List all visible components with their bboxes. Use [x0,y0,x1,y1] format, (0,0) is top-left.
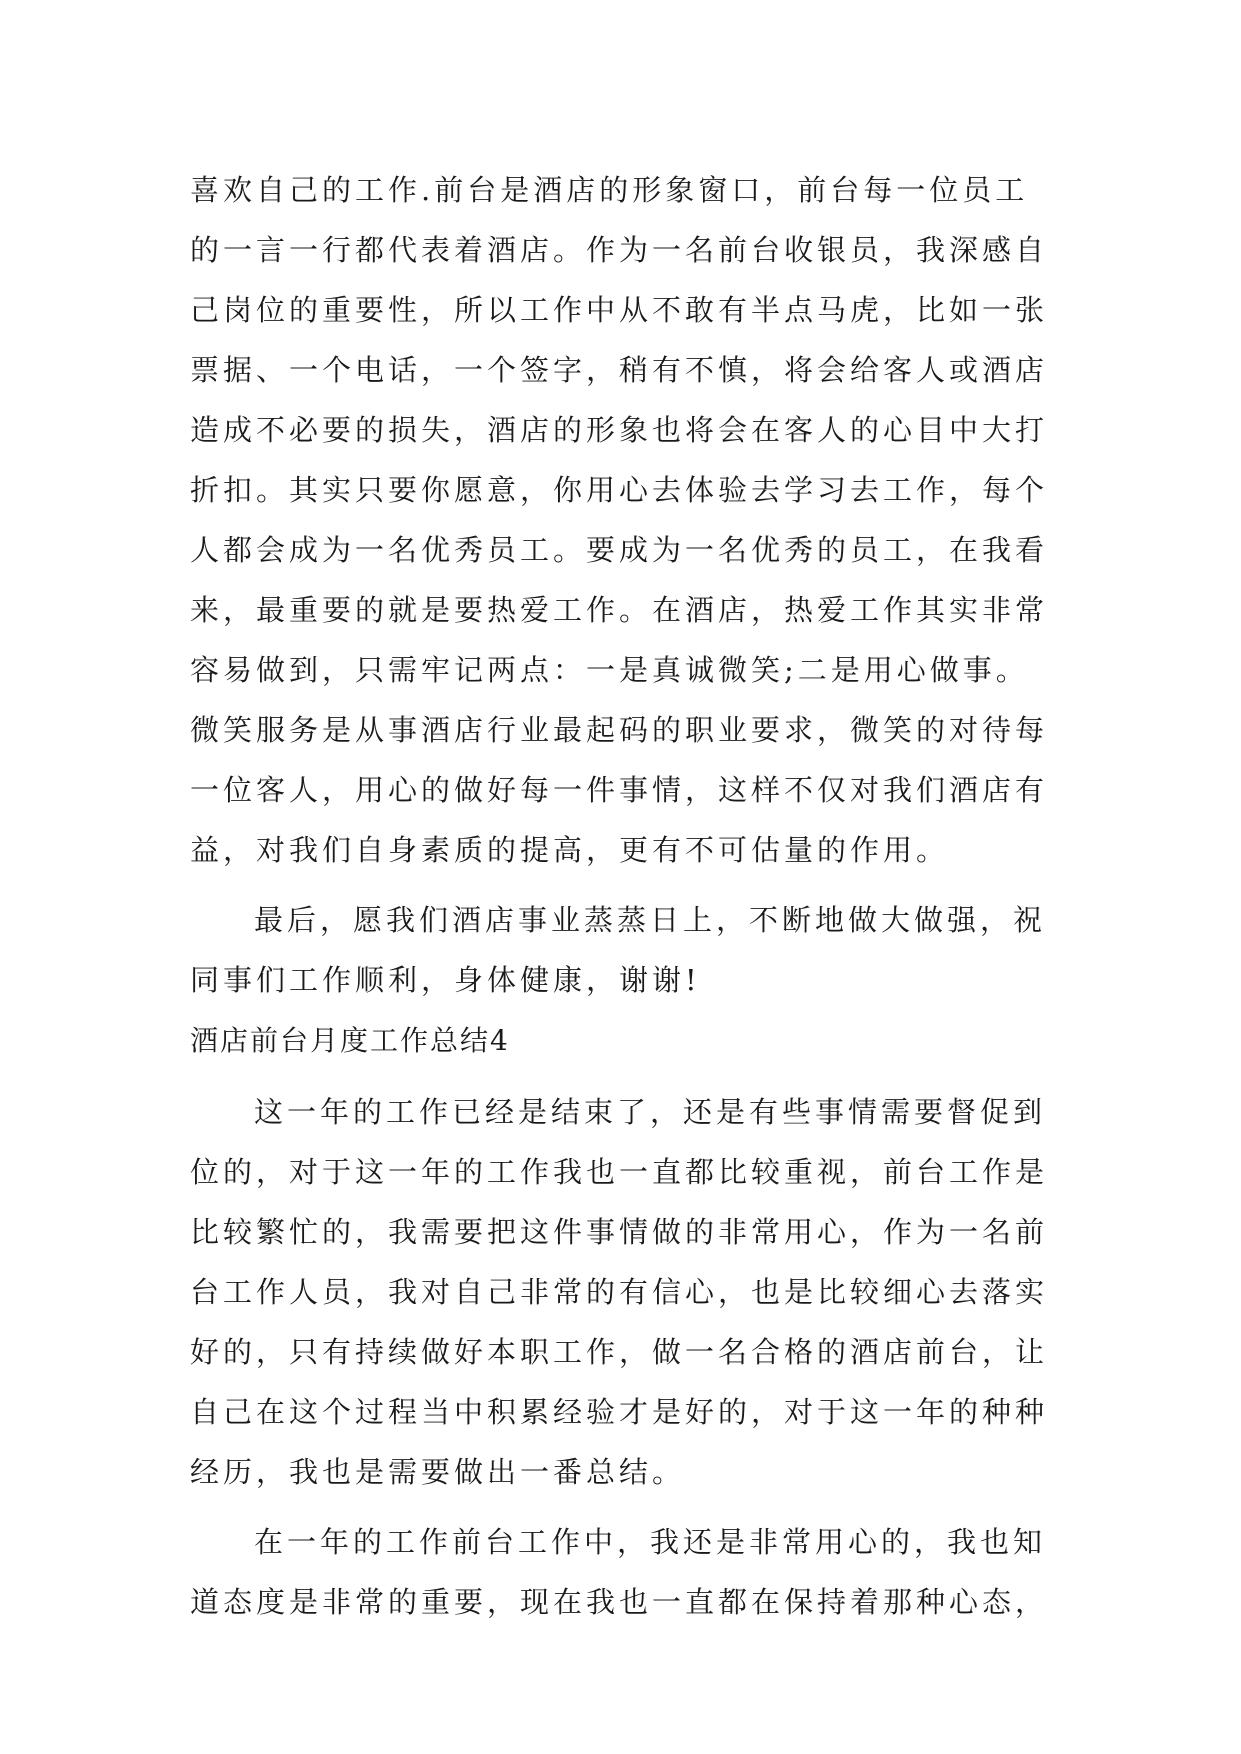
text-line: 一位客人，用心的做好每一件事情，这样不仅对我们酒店有 [190,773,1049,807]
text-line: 位的，对于这一年的工作我也一直都比较重视，前台工作是 [190,1155,1049,1189]
paragraph-spacer [190,1502,1058,1512]
text-line: 这一年的工作已经是结束了，还是有些事情需要督促到 [254,1095,1047,1129]
text-line: 容易做到，只需牢记两点：一是真诚微笑;二是用心做事。 [190,653,1029,687]
paragraph-spacer [190,880,1058,890]
text-line: 票据、一个电话，一个签字，稍有不慎，将会给客人或酒店 [190,353,1049,387]
paragraph [190,890,1058,1010]
text-line: 人都会成为一名优秀员工。要成为一名优秀的员工，在我看 [190,533,1049,567]
section-title: 酒店前台月度工作总结4 [190,1024,510,1057]
text-line: 造成不必要的损失，酒店的形象也将会在客人的心目中大打 [190,413,1049,447]
text-line: 自己在这个过程当中积累经验才是好的，对于这一年的种种 [190,1395,1049,1429]
text-line: 折扣。其实只要你愿意，你用心去体验去学习去工作，每个 [190,473,1049,507]
document-body [190,160,1058,1632]
text-line: 益，对我们自身素质的提高，更有不可估量的作用。 [190,833,950,867]
text-line: 道态度是非常的重要，现在我也一直都在保持着那种心态， [190,1585,1049,1619]
paragraph [190,160,1058,880]
text-line: 经历，我也是需要做出一番总结。 [190,1455,686,1489]
text-line: 同事们工作顺利，身体健康，谢谢! [190,963,701,997]
text-line: 己岗位的重要性，所以工作中从不敢有半点马虎，比如一张 [190,293,1049,327]
text-line: 喜欢自己的工作.前台是酒店的形象窗口，前台每一位员工 [190,173,1029,207]
text-line: 来，最重要的就是要热爱工作。在酒店，热爱工作其实非常 [190,593,1049,627]
text-line: 在一年的工作前台工作中，我还是非常用心的，我也知 [254,1525,1047,1559]
paragraph [190,1082,1058,1502]
text-line: 的一言一行都代表着酒店。作为一名前台收银员，我深感自 [190,233,1049,267]
text-line: 台工作人员，我对自己非常的有信心，也是比较细心去落实 [190,1275,1049,1309]
text-line: 最后，愿我们酒店事业蒸蒸日上，不断地做大做强，祝 [254,903,1047,937]
text-line: 比较繁忙的，我需要把这件事情做的非常用心，作为一名前 [190,1215,1049,1249]
text-line: 好的，只有持续做好本职工作，做一名合格的酒店前台，让 [190,1335,1049,1369]
paragraph [190,1512,1058,1632]
text-line: 微笑服务是从事酒店行业最起码的职业要求，微笑的对待每 [190,713,1049,747]
paragraph-spacer [190,1072,1058,1082]
